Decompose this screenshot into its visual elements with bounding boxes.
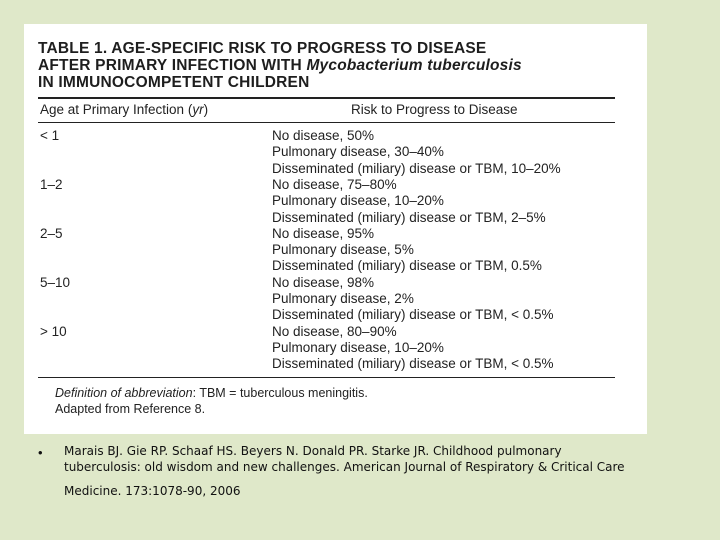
risk-value: Disseminated (miliary) disease or TBM, 0.5% bbox=[272, 258, 542, 274]
age-group-label: 1–2 bbox=[40, 176, 63, 192]
table-footnote: Definition of abbreviation: TBM = tuberculous meningitis. bbox=[55, 386, 368, 400]
citation-line: Marais BJ. Gie RP. Schaaf HS. Beyers N. Donald PR. Starke JR. Childhood pulmonary bbox=[64, 444, 562, 458]
table-title-line: TABLE 1. AGE-SPECIFIC RISK TO PROGRESS TO DISEASE bbox=[38, 40, 487, 57]
age-group-label: 5–10 bbox=[40, 274, 71, 290]
table-bottom-rule bbox=[38, 377, 615, 378]
risk-value: Pulmonary disease, 30–40% bbox=[272, 144, 444, 160]
age-group-label: > 10 bbox=[40, 323, 67, 339]
table-source-note: Adapted from Reference 8. bbox=[55, 402, 206, 416]
risk-value: No disease, 80–90% bbox=[272, 323, 397, 339]
risk-value: No disease, 95% bbox=[272, 225, 375, 241]
header-bottom-rule bbox=[38, 122, 615, 123]
table-title-line: IN IMMUNOCOMPETENT CHILDREN bbox=[38, 74, 310, 91]
column-header-age: Age at Primary Infection (yr) bbox=[40, 102, 209, 117]
age-group-label: 2–5 bbox=[40, 225, 63, 241]
table-title-text: AFTER PRIMARY INFECTION WITH bbox=[38, 57, 307, 74]
age-group-label: < 1 bbox=[40, 128, 60, 143]
risk-value: No disease, 75–80% bbox=[272, 176, 397, 192]
risk-value: Disseminated (miliary) disease or TBM, < 0.5% bbox=[272, 356, 554, 372]
risk-value: Pulmonary disease, 10–20% bbox=[272, 339, 444, 355]
bullet-icon: • bbox=[38, 445, 43, 460]
risk-value: Disseminated (miliary) disease or TBM, < 0.5% bbox=[272, 307, 554, 323]
table-title-line bbox=[38, 57, 628, 74]
risk-value: Pulmonary disease, 2% bbox=[272, 291, 414, 306]
citation-line: Medicine. 173:1078-90, 2006 bbox=[64, 484, 241, 498]
risk-value: Pulmonary disease, 5% bbox=[272, 242, 414, 258]
risk-value: No disease, 50% bbox=[272, 128, 375, 143]
risk-value: Pulmonary disease, 10–20% bbox=[272, 193, 444, 209]
organism-name: Mycobacterium tuberculosis bbox=[306, 57, 522, 74]
header-top-rule bbox=[38, 97, 615, 99]
column-header-risk: Risk to Progress to Disease bbox=[351, 102, 518, 117]
citation-text bbox=[64, 443, 694, 499]
citation-line: tuberculosis: old wisdom and new challenges. American Journal of Respiratory & Critical Care bbox=[64, 460, 625, 474]
table-title bbox=[38, 40, 628, 91]
risk-value: Disseminated (miliary) disease or TBM, 10–20% bbox=[272, 160, 561, 176]
risk-value: No disease, 98% bbox=[272, 274, 375, 290]
table-image bbox=[24, 24, 647, 434]
risk-value: Disseminated (miliary) disease or TBM, 2–5% bbox=[272, 209, 546, 225]
